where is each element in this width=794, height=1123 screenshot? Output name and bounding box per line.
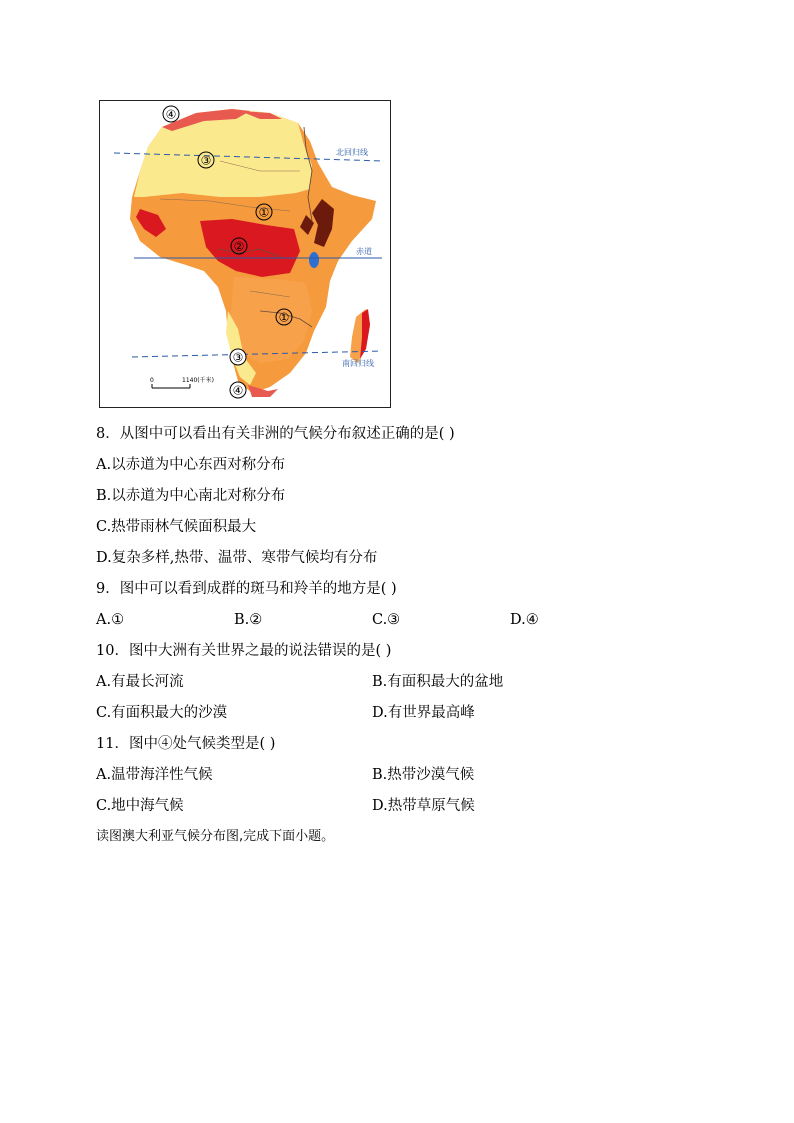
svg-text:②: ②: [233, 239, 245, 254]
scale-value-label: 1140(千米): [182, 377, 214, 384]
question-10-option-c[interactable]: C.有面积最大的沙漠: [96, 705, 228, 721]
reading-instruction: 读图澳大利亚气候分布图,完成下面小题。: [96, 829, 335, 844]
lake-victoria: [309, 252, 319, 268]
question-10-option-d[interactable]: D.有世界最高峰: [372, 705, 475, 721]
svg-text:①: ①: [258, 205, 270, 220]
svg-text:③: ③: [232, 350, 244, 365]
svg-text:①: ①: [278, 310, 290, 325]
question-8-option-d[interactable]: D.复杂多样,热带、温带、寒带气候均有分布: [96, 550, 378, 566]
africa-climate-map: [99, 100, 391, 408]
question-9-option-b[interactable]: B.②: [234, 612, 263, 628]
zone-marker-south-3: [230, 349, 246, 365]
question-9-option-a[interactable]: A.①: [96, 612, 125, 628]
question-8-option-c[interactable]: C.热带雨林气候面积最大: [96, 519, 257, 535]
question-10-stem: 10．图中大洲有关世界之最的说法错误的是( ): [96, 643, 392, 659]
question-8-option-b[interactable]: B.以赤道为中心南北对称分布: [96, 488, 286, 504]
svg-text:③: ③: [200, 153, 212, 168]
zone-marker-north-4: [163, 106, 179, 122]
svg-text:④: ④: [232, 383, 244, 398]
question-8-stem: 8．从图中可以看出有关非洲的气候分布叙述正确的是( ): [96, 426, 455, 442]
zone-marker-south-4: [230, 382, 246, 398]
question-9-stem: 9．图中可以看到成群的斑马和羚羊的地方是( ): [96, 581, 397, 597]
question-9-option-c[interactable]: C.③: [372, 612, 401, 628]
tropic-of-capricorn-label: 南回归线: [342, 359, 374, 368]
svg-text:④: ④: [165, 107, 177, 122]
question-10-option-a[interactable]: A.有最长河流: [96, 674, 184, 690]
equator-label: 赤道: [356, 247, 372, 256]
question-8-option-a[interactable]: A.以赤道为中心东西对称分布: [96, 457, 286, 473]
question-11-option-a[interactable]: A.温带海洋性气候: [96, 767, 213, 783]
sahara-desert-zone: [134, 109, 312, 197]
question-11-option-c[interactable]: C.地中海气候: [96, 798, 184, 814]
scale-bar: [150, 376, 214, 388]
question-9-option-d[interactable]: D.④: [510, 612, 539, 628]
question-11-option-d[interactable]: D.热带草原气候: [372, 798, 475, 814]
tropic-of-cancer-label: 北回归线: [336, 148, 368, 157]
question-11-stem: 11．图中④处气候类型是( ): [96, 736, 276, 752]
question-10-option-b[interactable]: B.有面积最大的盆地: [372, 674, 504, 690]
question-11-option-b[interactable]: B.热带沙漠气候: [372, 767, 475, 783]
scale-zero-label: 0: [150, 377, 154, 384]
